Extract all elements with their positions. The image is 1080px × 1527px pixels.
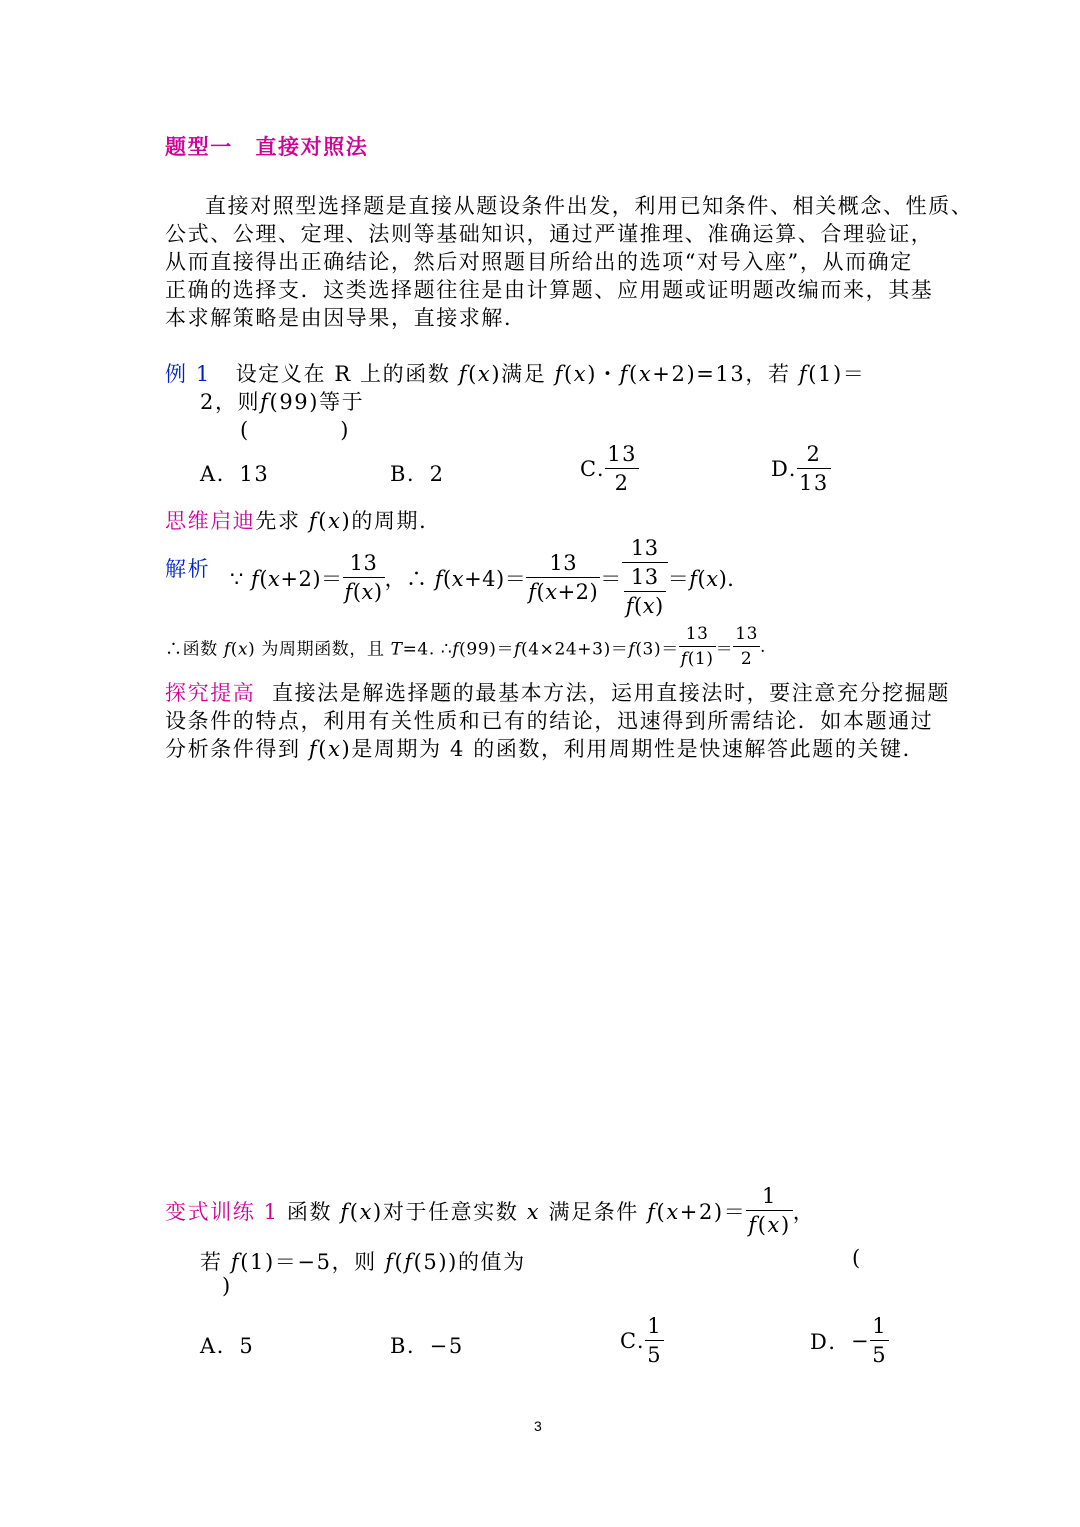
example1-question-line2: 2，则f(99)等于 <box>200 390 365 414</box>
explore-line-1 <box>165 677 950 707</box>
option-b-value: 2 <box>429 462 445 486</box>
option-c: C. $\frac{13}{2}$ <box>580 442 638 495</box>
solution-label: 解析 <box>165 557 211 581</box>
exercise-option-a: A．5 <box>200 1334 255 1358</box>
exercise-option-d: D．− $\frac{1}{5}$ <box>810 1314 888 1367</box>
example-question-text-2: 满足 <box>501 362 547 386</box>
exercise-option-d-fraction: $\frac{1}{5}$ <box>872 1314 888 1367</box>
example-question-text-4: ＝ <box>842 362 866 386</box>
answer-paren: ( ) <box>240 418 350 442</box>
exercise-option-c-fraction: $\frac{1}{5}$ <box>647 1314 663 1367</box>
solution-conclusion: ∴函数 f(x) 为周期函数，且 T=4. ∴f(99)＝f(4×24+3)＝f(3)＝ $\frac{13}{f(1)}$ ＝ $\frac{13}{2}$ . <box>165 624 767 669</box>
option-a-value: 13 <box>239 462 270 486</box>
exercise-paren-open: ( <box>852 1246 862 1270</box>
intro-line-2: 公式、公理、定理、法则等基础知识，通过严谨推理、准确运算、合理验证， <box>165 222 934 246</box>
hint-text-2: 的周期． <box>351 509 442 533</box>
exercise-option-b: B．−5 <box>390 1334 464 1358</box>
example-question-text-3: =13，若 <box>696 362 791 386</box>
exercise-paren-close: ) <box>222 1274 232 1298</box>
option-c-fraction: $\frac{13}{2}$ <box>607 442 638 495</box>
example-label: 例 1 <box>165 362 211 386</box>
example-question-text: 设定义在 R 上的函数 <box>235 362 451 386</box>
explore-text-1: 直接法是解选择题的最基本方法，运用直接法时，要注意充分挖掘题 <box>271 681 950 705</box>
exercise-option-c: C. $\frac{1}{5}$ <box>620 1314 663 1367</box>
hint-label: 思维启迪 <box>165 509 256 533</box>
example1-question-line1: 例 1 设定义在 R 上的函数 f(x)满足 f(x)・f(x+2)=13，若 f(1)＝ <box>165 362 866 386</box>
hint-text: 先求 <box>255 509 301 533</box>
solution-formula: ∵ f(x+2)＝ $\frac{13}{f(x)}$ ，∴ f(x+4)＝ $\frac{13}{f(x+2)}$ ＝ $\frac{13}{\frac{13}{f(x)}}$ ＝f(x)． <box>230 536 749 618</box>
example-question-text-6: 等于 <box>319 390 365 414</box>
explore-line-3: 分析条件得到 f(x)是周期为 4 的函数，利用周期性是快速解答此题的关键． <box>165 737 926 761</box>
option-a: A．13 <box>200 462 270 486</box>
exercise1-question-line2: 若 f(1)＝−5，则 f(f(5))的值为 <box>200 1250 526 1274</box>
option-b: B．2 <box>390 462 445 486</box>
section-title: 题型一 直接对照法 <box>165 134 369 159</box>
exercise1-question-line1: 变式训练 1 函数 f(x)对于任意实数 x 满足条件 f(x+2)＝ $\frac{1}{f(x)}$ ， <box>165 1184 816 1237</box>
option-d: D. $\frac{2}{13}$ <box>771 442 829 495</box>
page-number: 3 <box>534 1418 542 1434</box>
explore-label: 探究提高 <box>165 681 256 705</box>
intro-line-1: 直接对照型选择题是直接从题设条件出发，利用已知条件、相关概念、性质、 <box>205 194 974 218</box>
example-question-text-5: 2，则 <box>200 390 261 414</box>
option-d-fraction: $\frac{2}{13}$ <box>798 442 829 495</box>
explore-line-2: 设条件的特点，利用有关性质和已有的结论，迅速得到所需结论．如本题通过 <box>165 709 934 733</box>
intro-line-4: 正确的选择支．这类选择题往往是由计算题、应用题或证明题改编而来，其基 <box>165 278 934 302</box>
hint-line: 思维启迪先求 f(x)的周期． <box>165 509 442 533</box>
intro-line-3: 从而直接得出正确结论，然后对照题目所给出的选项“对号入座”，从而确定 <box>165 250 913 274</box>
exercise-label: 变式训练 1 <box>165 1200 279 1224</box>
intro-line-5: 本求解策略是由因导果，直接求解． <box>165 306 527 330</box>
